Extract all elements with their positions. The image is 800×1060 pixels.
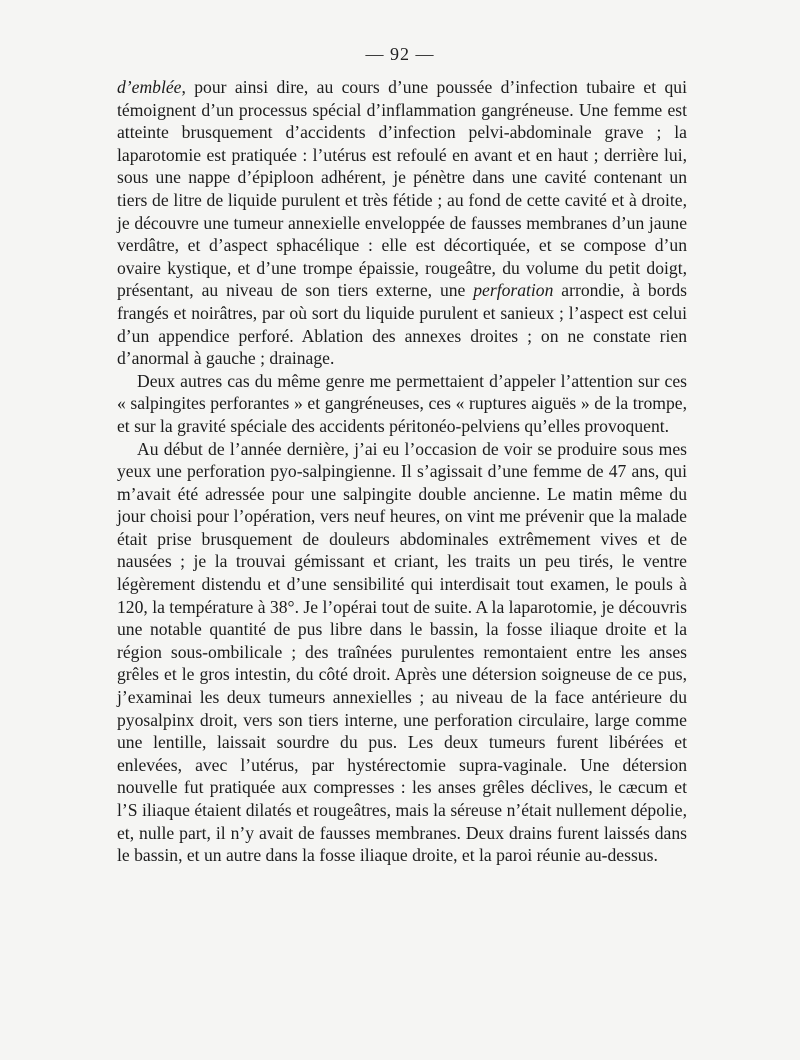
body-text — [117, 76, 687, 867]
paragraph-1-part-b: arrondie, à bords frangés et noirâtres, par où sort du liquide purulent et sanieux ; l’aspect est celui d’un appendice perforé. Ablation des annexes droites ; on ne constate rien d’anormal à gauche ; drainage. — [117, 280, 687, 369]
paragraph-3: Au début de l’année dernière, j’ai eu l’occasion de voir se produire sous mes yeux une perforation pyo-salpingienne. Il s’agissait d’une femme de 47 ans, qui m’avait été adressée pour une salpingite double ancienne. Le matin même du jour choisi pour l’opération, vers neuf heures, on vint me prévenir que la malade était prise brusquement de douleurs abdominales extrêmement vives et de nausées ; je la trouvai gémissant et criant, les traits un peu tirés, le ventre légèrement distendu et d’une sensibilité qui interdisait tout examen, le pouls à 120, la température à 38°. Je l’opérai tout de suite. A la laparotomie, je découvris une notable quantité de pus libre dans le bassin, la fosse iliaque droite et la région sous-ombilicale ; des traînées purulentes remontaient entre les anses grêles et le gros intestin, du côté droit. Après une détersion soigneuse de ce pus, j’examinai les deux tumeurs annexielles ; au niveau de la face antérieure du pyosalpinx droit, vers son tiers interne, une perforation circulaire, large comme une lentille, laissait sourdre du pus. Les deux tumeurs furent libérées et enlevées, avec l’utérus, par hystérectomie supra-vaginale. Une détersion nouvelle fut pratiquée aux compresses : les anses grêles déclives, le cæcum et l’S iliaque étaient dilatés et rougeâtres, mais la séreuse n’était nullement dépolie, et, nulle part, il n’y avait de fausses membranes. Deux drains furent laissés dans le bassin, et un autre dans la fosse iliaque droite, et la paroi réunie au-dessus. — [117, 438, 687, 866]
paragraph-1-part-a: , pour ainsi dire, au cours d’une poussée d’infection tubaire et qui témoignent d’un processus spécial d’inflammation gangréneuse. Une femme est atteinte brusquement d’accidents d’infection pelvi-abdominale grave ; la laparotomie est pratiquée : l’utérus est refoulé en avant et en haut ; derrière lui, sous une nappe d’épiploon adhérent, je pénètre dans une cavité contenant un tiers de litre de liquide purulent et très fétide ; au fond de cette cavité et à droite, je découvre une tumeur annexielle enveloppée de fausses membranes d’un jaune verdâtre, et d’aspect sphacélique : elle est décortiquée, et se compose d’un ovaire kystique, et d’une trompe épaissie, rougeâtre, du volume du petit doigt, présentant, au niveau de son tiers externe, une — [117, 77, 687, 301]
page-number: — 92 — — [365, 44, 435, 64]
paragraph-1 — [117, 76, 687, 370]
italic-perforation: perforation — [473, 280, 554, 301]
paragraph-2: Deux autres cas du même genre me permettaient d’appeler l’attention sur ces « salpingites perforantes » et gangréneuses, ces « ruptures aiguës » de la trompe, et sur la gravité spéciale des accidents péritonéo-pelviens qu’elles provoquent. — [117, 370, 687, 436]
italic-emblee: d’emblée — [117, 77, 182, 97]
